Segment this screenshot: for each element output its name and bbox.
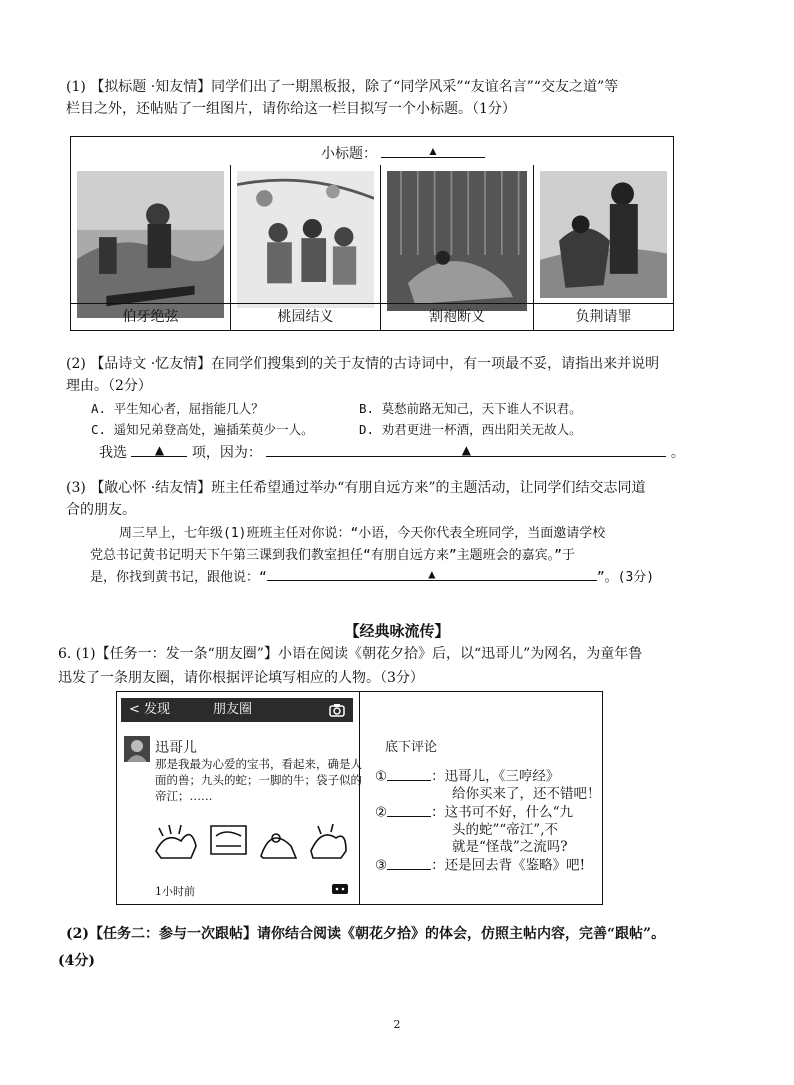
subtitle-label: 小标题：: [321, 145, 377, 161]
q3-scenario-line1: 周三早上，七年级(1)班班主任对你说：“小语，今天你代表全班同学，当面邀请学校: [119, 526, 606, 541]
q6-prompt-line2: 迅发了一条朋友圈，请你根据评论填写相应的人物。（3分）: [58, 670, 424, 686]
back-button[interactable]: < 发现: [129, 702, 171, 717]
caption-2: 桃园结义: [231, 303, 381, 330]
gepao-image: [387, 171, 527, 311]
comment-2-number: ②: [375, 804, 388, 821]
q3-scenario-line3: [90, 566, 654, 585]
triangle-marker-icon: ▲: [154, 443, 165, 457]
mythical-beasts-image: [151, 816, 351, 866]
taoyuan-image: [237, 171, 374, 308]
comment-3-number: ③: [375, 857, 388, 874]
q3-prompt-line1: (3) 【敞心怀 ·结友情】班主任希望通过举办“有朋自远方来”的主题活动，让同学们结交志同道: [66, 480, 646, 496]
comment-2-line1: ：这书可不好，什么“九: [431, 804, 574, 821]
wechat-top-bar: [121, 698, 353, 722]
option-d: D. 劝君更进一杯酒，西出阳关无故人。: [359, 422, 582, 437]
comment-2-line3: 就是“怪哉”之流吗?: [452, 838, 568, 855]
post-text-line2: 面的兽；九头的蛇；一脚的牛；袋子似的: [155, 773, 362, 787]
triangle-marker-icon: ▲: [428, 567, 436, 581]
triangle-marker-icon: ▲: [426, 144, 439, 158]
q1-prompt-line1: (1) 【拟标题 ·知友情】同学们出了一期黑板报，除了“同学风采”“友谊名言”“交友之道”等: [66, 79, 619, 95]
avatar[interactable]: [124, 736, 150, 762]
post-text-line1: 那是我最为心爱的宝书，看起来，确是人: [155, 757, 362, 771]
q2-answer-row: [99, 442, 685, 462]
section-title: 【经典咏流传】: [344, 622, 450, 640]
page-number: 2: [393, 1018, 401, 1031]
image-cell-1: [71, 165, 231, 303]
answer-prefix: 我选: [99, 445, 127, 461]
caption-3: 割袍断义: [381, 303, 534, 330]
q3-line3-suffix: ”。(3分): [596, 570, 655, 585]
comment-1-line2: 给你买来了，还不错吧！: [452, 785, 601, 802]
option-choice-blank[interactable]: [131, 442, 187, 457]
comment-2-line2: 头的蛇”“帝江”,不: [452, 821, 558, 838]
comment-3-line1: ：还是回去背《鉴略》吧!: [431, 857, 586, 874]
subtitle-row: [321, 143, 485, 163]
q3-line3-prefix: 是，你找到黄书记，跟他说：“: [90, 570, 267, 585]
camera-icon[interactable]: [329, 703, 345, 717]
reason-blank[interactable]: [266, 442, 666, 457]
image-cell-4: [534, 165, 673, 303]
image-table: [70, 136, 674, 331]
image-cell-3: [381, 165, 534, 303]
comment-3: [375, 855, 585, 875]
wechat-post-panel: [117, 692, 360, 904]
q2-prompt-line2: 理由。（2分）: [66, 378, 152, 394]
image-cell-2: [231, 165, 381, 303]
subtitle-blank[interactable]: [381, 143, 485, 158]
post-username[interactable]: 迅哥儿: [155, 740, 197, 756]
caption-1: 伯牙绝弦: [71, 303, 231, 330]
option-c: C. 遥知兄弟登高处，遍插茱萸少一人。: [91, 422, 314, 437]
post-text-line3: 帝江；……: [155, 789, 213, 803]
caption-4: 负荆请罪: [534, 303, 673, 330]
answer-middle: 项，因为：: [191, 445, 262, 461]
q2-prompt-line1: (2) 【品诗文 ·忆友情】在同学们搜集到的关于友情的古诗词中，有一项最不妥，请指出来并说明: [66, 356, 660, 372]
comment-icon[interactable]: [332, 884, 348, 894]
q3-scenario-line2: 党总书记黄书记明天下午第三课到我们教室担任“有朋自远方来”主题班会的嘉宾。”于: [90, 548, 575, 563]
fujing-image: [540, 171, 667, 298]
answer-end: 。: [670, 445, 685, 461]
comment-1-number: ①: [375, 768, 388, 785]
q3-prompt-line2: 合的朋友。: [66, 502, 136, 518]
q1-prompt-line2: 栏目之外，还帖贴了一组图片，请你给这一栏目拟写一个小标题。（1分）: [66, 101, 516, 117]
invitation-blank[interactable]: [267, 567, 597, 581]
wechat-moments-card: [116, 691, 603, 905]
comment-1: [375, 766, 601, 803]
comment-1-line1: ：迅哥儿，《三哼经》: [431, 768, 560, 785]
comments-title: 底下评论: [385, 740, 438, 755]
boya-image: [77, 171, 224, 318]
q6-task2-score: (4分): [58, 953, 95, 969]
comment-2-blank[interactable]: [387, 802, 431, 817]
post-time: 1小时前: [155, 885, 195, 898]
option-b: B. 莫愁前路无知己，天下谁人不识君。: [359, 401, 582, 416]
triangle-marker-icon: ▲: [461, 443, 471, 457]
comment-1-blank[interactable]: [387, 766, 431, 781]
moments-title: 朋友圈: [213, 702, 253, 717]
q6-prompt-line1: 6. (1)【任务一：发一条“朋友圈”】小语在阅读《朝花夕拾》后，以“迅哥儿”为网名，为童年鲁: [58, 646, 643, 662]
q6-task2-prompt: (2)【任务二：参与一次跟帖】请你结合阅读《朝花夕拾》的体会，仿照主帖内容，完善“跟帖”。: [66, 926, 666, 942]
option-a: A. 平生知心者，屈指能几人？: [91, 401, 264, 416]
comment-3-blank[interactable]: [387, 855, 431, 870]
comment-2: [375, 802, 573, 856]
